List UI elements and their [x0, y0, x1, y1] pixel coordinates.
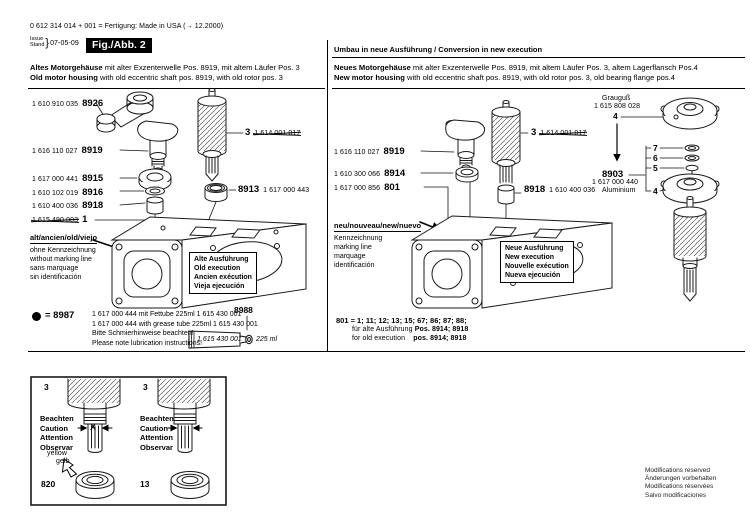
new-marking-lines: Kennzeichnung marking line marquage identificación: [334, 235, 383, 269]
yellow-label-en: yellow: [47, 450, 68, 457]
part-label-8916: 1 610 102 019 8916: [32, 186, 104, 198]
old-execution-box: Alte Ausführung Old execution Ancien exécution Vieja ejecución: [189, 252, 257, 294]
ring-8914-drawing: [456, 167, 478, 182]
part-label-8918-left: 1 610 400 036 8918: [32, 200, 104, 211]
left-header-rule: [28, 88, 325, 89]
bearing-8913-drawing: [205, 184, 227, 202]
rotor-3-left-drawing: [198, 89, 226, 182]
flange-pos-8903: 8903: [602, 169, 624, 180]
issue-label: Issue: [30, 36, 44, 43]
right-title-de: Neues Motorgehäuse mit alter Exzenterwelle Pos. 8919, mit altem Läufer Pos. 3, altem Lagerflansch Pos.4: [334, 63, 698, 72]
brace-icon: }: [45, 37, 50, 49]
fig-abb-badge: Fig./Abb. 2: [86, 38, 152, 53]
part-label-8919-left: 1 616 110 027 8919: [32, 145, 103, 156]
modifications-footer: Modifications reserved Änderungen vorbehalten Modifications réservées Salvo modificaciones: [645, 467, 717, 499]
rotor-label-right: 3 1 614 001 017: [531, 127, 587, 138]
eccentric-shaft-8919-left-drawing: [138, 121, 178, 172]
armature-right-drawing: [674, 197, 706, 302]
left-title: [30, 63, 300, 83]
new-marking-block: [334, 215, 421, 270]
pos-801-note-en: for old execution pos. 8914; 8918: [352, 335, 467, 342]
caution-rotor-label-left: 3: [44, 382, 49, 392]
grease-note-lines: 1 617 000 444 mit Fettube 225ml 1 615 430 001 1 617 000 444 with grease tube 225ml 1 615 430 001 Bitte Schmierhinweise beachten! Please note lubrication instructions!: [92, 311, 258, 347]
item-5-label: 5: [653, 163, 658, 173]
tube-volume-label: 225 ml: [256, 336, 278, 343]
flange-code-old: 1 615 808 028: [594, 103, 641, 110]
ring-8916-drawing: [146, 187, 165, 195]
bottom-section-rule: [28, 351, 745, 352]
old-marking-block: [30, 227, 97, 282]
tube-pos-label: 8988: [234, 305, 253, 315]
pos-801-note-de: für alte Ausführung Pos. 8914; 8918: [352, 326, 469, 333]
sleeve-8918-right-drawing: [498, 185, 514, 204]
conversion-heading: Umbau in neue Ausführung / Conversion in new execution: [334, 45, 543, 54]
rotor-label-left: 3 1 614 001 017: [245, 127, 301, 138]
yellow-label-de: gelb: [56, 458, 70, 465]
issue-stand-block: [30, 37, 79, 49]
old-marking-languages: alt/ancien/old/viejo: [30, 233, 98, 242]
order-line: 0 612 314 014 + 001 = Fertigung: Made in USA (→ 12.2000): [30, 23, 224, 30]
issue-stand-labels: [30, 37, 44, 48]
bearing-13-label: 13: [140, 479, 150, 489]
flange-material-old: Grauguß: [602, 95, 631, 102]
new-execution-box: Neue Ausführung New execution Nouvelle exécution Nueva ejecución: [500, 241, 574, 283]
right-title: [334, 63, 698, 83]
bearing-flange-old-drawing: [661, 98, 719, 129]
part-label-1-superseded: 1 615 490 003 1: [32, 214, 88, 225]
part-label-8919-right: 1 616 110 027 8919: [334, 146, 405, 157]
item-7-label: 7: [653, 143, 658, 153]
stand-label: Stand: [30, 42, 45, 48]
left-title-de: Altes Motorgehäuse mit alter Exzenterwelle Pos. 8919, mit altem Läufer Pos. 3: [30, 63, 300, 72]
sleeve-8918-left-drawing: [147, 197, 163, 214]
part-label-8915: 1 617 000 441 8915: [32, 173, 104, 184]
new-marking-languages: neu/nouveau/new/nuevo: [334, 221, 422, 230]
eccentric-shaft-8919-right-drawing: [446, 120, 485, 169]
right-title-en: New motor housing with old eccentric shaft pos. 8919, with old rotor pos. 3, old bearing flange pos.4: [334, 72, 676, 82]
part-label-8926: 1 610 910 035 8926: [32, 98, 104, 109]
old-marking-lines: ohne Kennzeichnung without marking line sans marquage sin identificación: [30, 247, 96, 281]
left-title-en: Old motor housing with old eccentric shaft pos. 8919, with old rotor pos. 3: [30, 72, 283, 82]
caution-block-left: Beachten Caution Attention Observar: [40, 414, 74, 452]
part-label-8918-right: 8918 1 610 400 036: [524, 184, 596, 195]
grease-note-pos: = 8987: [45, 310, 75, 321]
part-label-8913: 8913 1 617 000 443: [238, 184, 310, 195]
right-header-rule: [332, 88, 745, 89]
flange-pos-old: 4: [613, 111, 618, 121]
item-6-label: 6: [653, 153, 658, 163]
rotor-3-right-drawing: [492, 101, 520, 184]
column-divider: [327, 40, 328, 351]
bearing-820-label: 820: [41, 479, 56, 489]
tube-code-label: 1 615 430 001: [197, 336, 242, 343]
right-heading-rule: [332, 57, 745, 58]
item-4-label: 4: [653, 186, 658, 196]
grease-bullet-icon: [32, 312, 41, 321]
flange-material-8903: Aluminium: [602, 187, 636, 194]
part-label-8914: 1 610 300 066 8914: [334, 168, 406, 179]
caution-block-right: Beachten Caution Attention Observar: [140, 414, 174, 452]
caution-rotor-label-right: 3: [143, 382, 148, 392]
issue-date: 07-05-09: [50, 39, 79, 47]
part-label-801: 1 617 000 856 801: [334, 182, 400, 193]
x-mark: X: [90, 422, 97, 432]
pos-801-note: 801 = 1; 11; 12; 13; 15; 67; 86; 87; 88;: [336, 316, 467, 325]
flange-code-8903: 1 617 000 440: [592, 179, 639, 186]
